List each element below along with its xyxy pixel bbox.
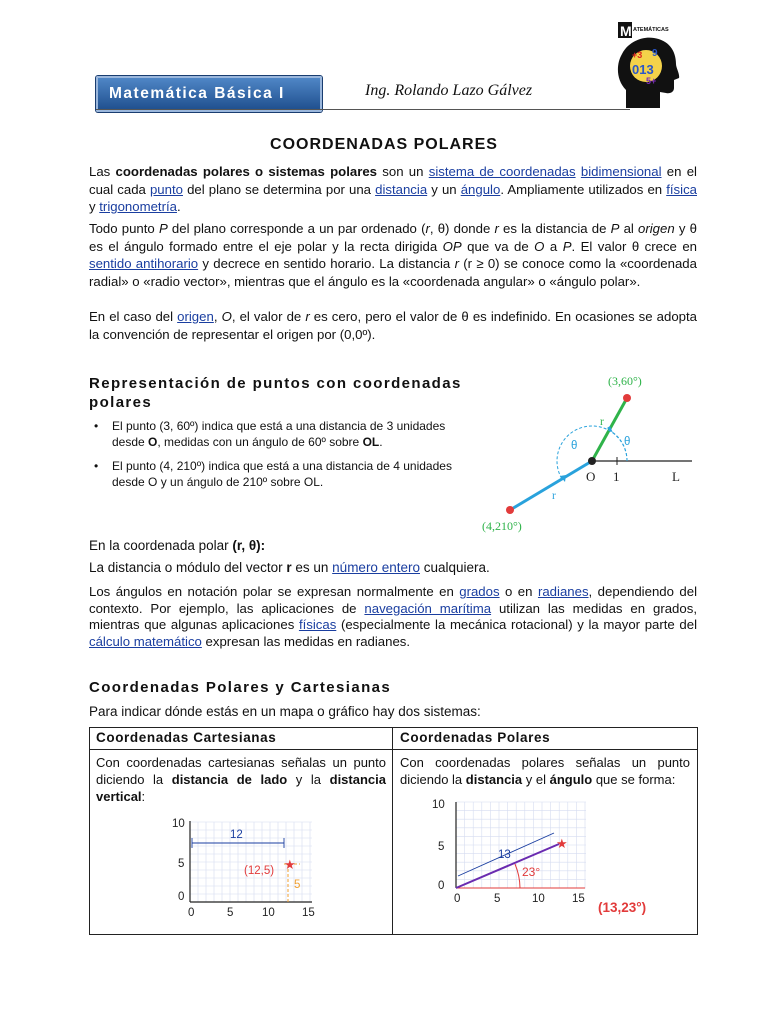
course-banner [96,76,322,112]
polar-angle-arc [515,864,520,888]
link-sistema-coordenadas[interactable]: sistema de coordenadas [428,164,576,179]
distance-line: La distancia o módulo del vector r es un número entero cualquiera. [89,560,490,575]
points-bullet-list [94,418,454,498]
cart-xtick-10: 10 [262,907,275,919]
origin-point [588,457,596,465]
link-origen[interactable]: origen [177,309,214,324]
cart-ytick-5: 5 [178,858,185,870]
header-rule [96,109,630,110]
logo-letter: M [620,23,632,39]
logo-num-2: 9 [652,48,658,59]
cart-xtick-5: 5 [227,907,234,919]
label-theta-2: θ [571,440,578,452]
vertical-distance-label: 5 [294,879,301,891]
label-origin: O [586,469,596,484]
link-trigonometria[interactable]: trigonometría [99,199,177,214]
polar-description: Con coordenadas polares señalas un punto diciendo la distancia y el ángulo que se forma: [400,755,690,787]
label-theta-1: θ [624,436,631,448]
intro-paragraph: Las coordenadas polares o sistemas polares son un sistema de coordenadas bidimensional en el cual cada punto del plano se determina por una distancia y un ángulo. Ampliamente utilizados en física y trigonometría. [89,164,697,214]
logo-text: ATEMÁTICAS [633,27,669,33]
cartesian-chart [160,816,330,926]
coord-polar-line: En la coordenada polar (r, θ): [89,538,266,553]
link-angulo[interactable]: ángulo [460,181,501,197]
polar-distance-label: 13 [498,849,511,861]
link-sentido-antihorario[interactable]: sentido antihorario [89,256,199,271]
cart-point-label: (12,5) [244,865,275,877]
header-cartesianas: Coordenadas Cartesianas [96,730,277,745]
cart-ytick-0: 0 [178,891,185,903]
header-polares: Coordenadas Polares [400,730,551,745]
polar-angle-label: 23° [522,865,541,879]
horizontal-distance-label: 12 [230,829,243,841]
label-3-60: (3,60°) [608,374,642,388]
point-4-210 [506,506,514,514]
section2-intro: Para indicar dónde estás en un mapa o gráfico hay dos sistemas: [89,704,481,719]
math-head-logo [612,18,682,114]
polar-ytick-0: 0 [438,880,445,892]
link-distancia[interactable]: distancia [375,181,428,197]
link-navegacion-maritima[interactable]: navegación marítima [364,600,492,616]
polar-coords-label: (13,23°) [598,900,647,915]
link-calculo-matematico[interactable]: cálculo matemático [89,633,202,649]
polar-xtick-5: 5 [494,893,501,905]
course-title: Matemática Básica I [109,85,285,102]
label-4-210: (4,210°) [482,519,522,533]
cartesian-description: Con coordenadas cartesianas señalas un punto diciendo la distancia de lado y la distancia vertical: [96,755,386,804]
author-name: Ing. Rolando Lazo Gálvez [365,82,533,99]
link-fisicas[interactable]: físicas [298,617,337,632]
comparison-table [89,727,698,935]
polar-xtick-10: 10 [532,893,545,905]
polar-chart [420,792,690,926]
link-bidimensional[interactable]: bidimensional [580,164,662,179]
polar-points-diagram [470,365,700,540]
logo-num-3: 013 [632,62,654,77]
origin-paragraph: En el caso del origen, O, el valor de r es cero, pero el valor de θ es indefinido. En ocasiones se adopta la convención de representar el origen por (0,0º). [89,309,698,342]
list-item: • El punto (4, 210º) indica que está a una distancia de 4 unidades desde O y un ángulo de 210º sobre OL. [94,458,454,490]
link-grados[interactable]: grados [459,584,500,599]
section-heading-representacion: Representación de puntos con coordenadas polares [89,375,462,411]
label-axis-L: L [672,469,680,484]
cart-xtick-0: 0 [188,907,195,919]
list-item: • El punto (3, 60º) indica que está a una distancia de 3 unidades desde O, medidas con un ángulo de 60º sobre OL. [94,418,454,450]
point-3-60 [623,394,631,402]
link-fisica[interactable]: física [666,181,697,197]
angles-paragraph: Los ángulos en notación polar se expresan normalmente en grados o en radianes, dependiendo del contexto. Por ejemplo, las aplicaciones de navegación marítima utilizan las medidas en grados, mientras que algunas aplicaciones físicas (especialmente la mecánica rotacional) y la mayor parte del cálculo matemático expresan las medidas en radianes. [89,584,697,649]
table-column-divider [392,728,393,934]
link-radianes[interactable]: radianes [537,584,589,599]
logo-num-1: +3 [632,50,643,60]
link-punto[interactable]: punto [149,181,183,197]
polar-point-star: ★ [556,836,568,851]
label-one: 1 [613,469,620,484]
cart-xtick-15: 15 [302,907,315,919]
table-header-divider [90,749,697,750]
vector-r-blue [510,461,592,510]
label-r-blue: r [552,490,556,502]
logo-num-4: 5+ [646,76,657,86]
link-numero-entero[interactable]: número entero [332,560,420,575]
section-heading-polares-cartesianas: Coordenadas Polares y Cartesianas [89,679,392,696]
polar-xtick-15: 15 [572,893,585,905]
polar-xtick-0: 0 [454,893,461,905]
polar-ytick-10: 10 [432,799,445,811]
polar-definition-paragraph: Todo punto P del plano corresponde a un par ordenado (r, θ) donde r es la distancia de P al origen y θ es el ángulo formado entre el eje polar y la recta dirigida OP que va de O a P. El valor θ crece en sentido antihorario y decrece en sentido horario. La distancia r (r ≥ 0) se conoce como la «coordenada radial» o «radio vector», mientras que el ángulo es la «coordenada angular» o «ángulo polar». [89,221,698,289]
cart-point-star: ★ [284,857,296,872]
polar-ytick-5: 5 [438,841,445,853]
page-title: COORDENADAS POLARES [270,136,498,153]
label-r-green: r [600,416,604,428]
cart-ytick-10: 10 [172,818,185,830]
